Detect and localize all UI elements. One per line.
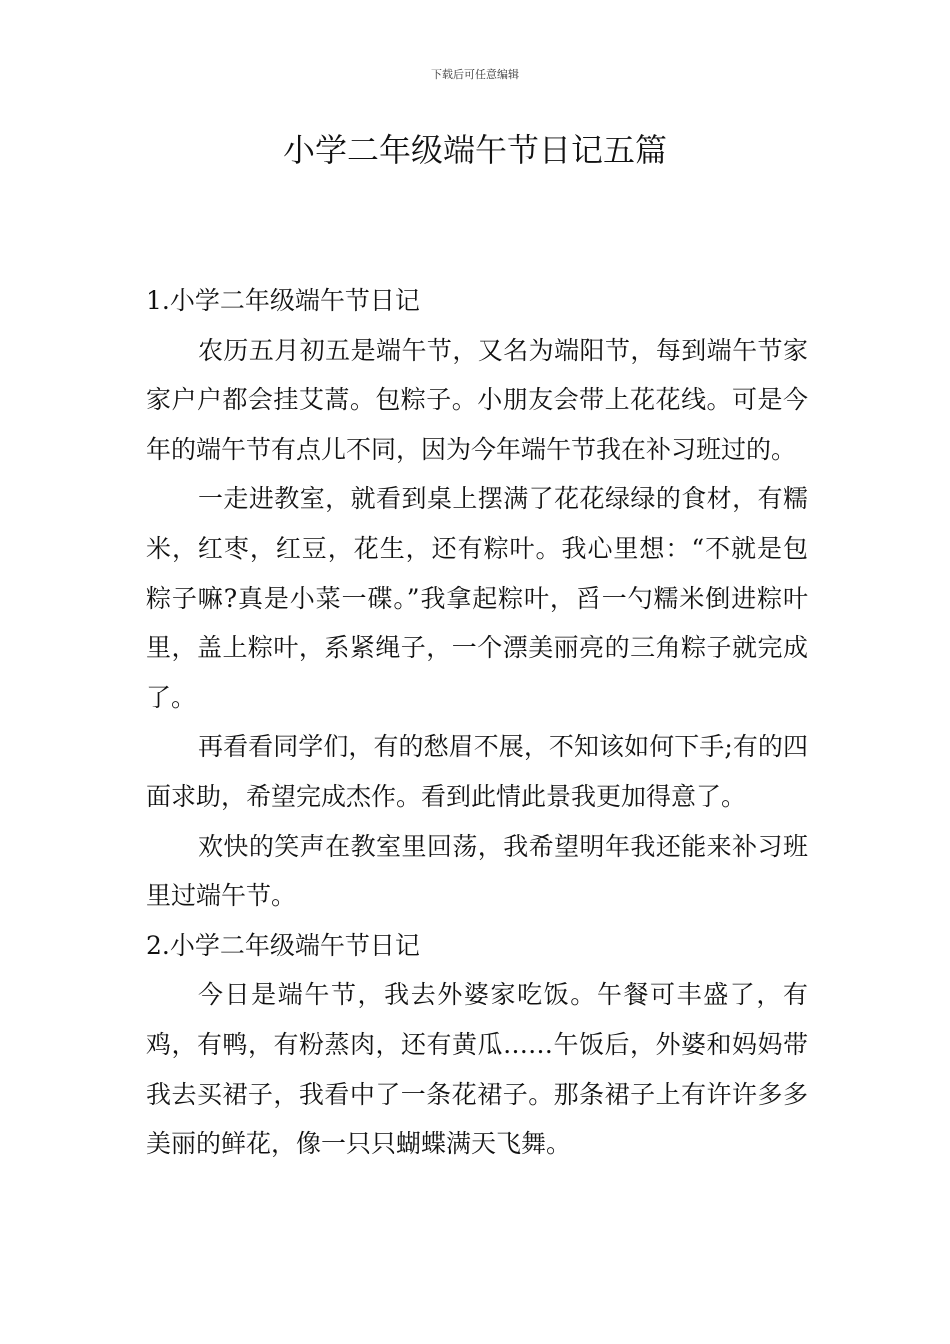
document-title: 小学二年级端午节日记五篇 [282, 131, 667, 169]
header-note: 下载后可任意编辑 [431, 68, 519, 81]
paragraph: 今日是端午节，我去外婆家吃饭。午餐可丰盛了，有鸡，有鸭，有粉蒸肉，还有黄瓜……午饭后，外婆和妈妈带我去买裙子，我看中了一条花裙子。那条裙子上有许许多多美丽的鲜花，像一只只蝴蝶满天飞舞。 [146, 980, 808, 1159]
paragraph: 再看看同学们，有的愁眉不展，不知该如何下手;有的四面求助，希望完成杰作。看到此情此景我更加得意了。 [146, 732, 808, 811]
paragraph: 一走进教室，就看到桌上摆满了花花绿绿的食材，有糯米，红枣，红豆，花生，还有粽叶。我心里想：“不就是包粽子嘛?真是小菜一碟。”我拿起粽叶，舀一勺糯米倒进粽叶里，盖上粽叶，系紧绳子，一个漂美丽亮的三角粽子就完成了。 [146, 484, 808, 712]
paragraph: 农历五月初五是端午节，又名为端阳节，每到端午节家家户户都会挂艾蒿。包粽子。小朋友会带上花花线。可是今年的端午节有点儿不同，因为今年端午节我在补习班过的。 [146, 335, 808, 464]
section-heading: 2.小学二年级端午节日记 [146, 930, 420, 960]
paragraph: 欢快的笑声在教室里回荡，我希望明年我还能来补习班里过端午节。 [146, 831, 808, 911]
section-heading: 1.小学二年级端午节日记 [146, 286, 420, 315]
document-body [146, 276, 808, 1169]
